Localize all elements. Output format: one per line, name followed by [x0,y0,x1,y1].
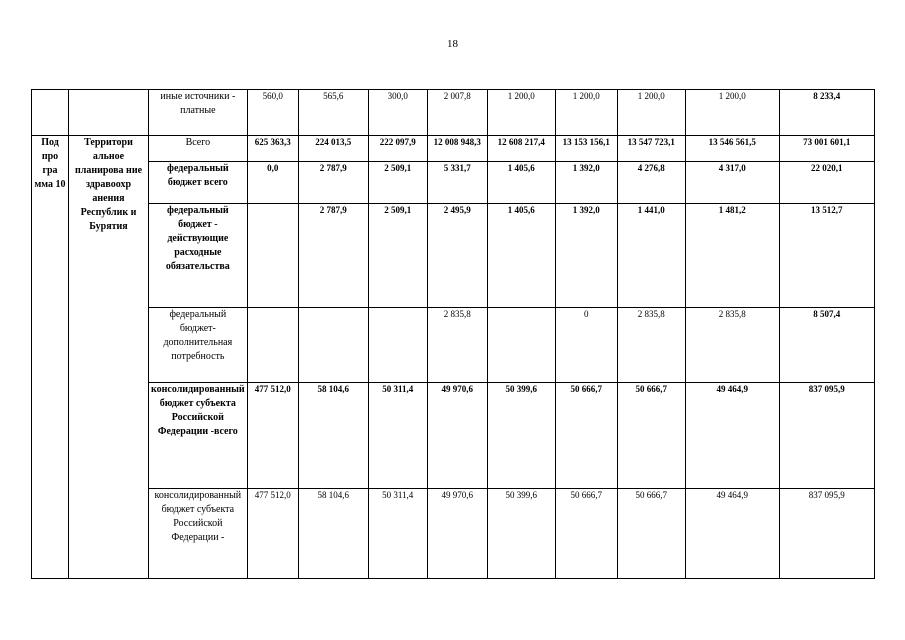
funding-source-cell: федеральный бюджет-дополнительная потребность [149,308,248,383]
federal-budget-current-obligations-row [32,204,875,308]
subprogram-number-cell: Под про гра мма 10 [32,136,69,579]
year-value-cell: 477 512,0 [247,489,298,579]
year-value-cell: 1 392,0 [555,204,617,308]
total-value-cell: 837 095,9 [779,489,874,579]
year-value-cell [487,308,555,383]
total-row [32,136,875,162]
year-value-cell: 2 509,1 [368,204,427,308]
year-value-cell: 49 970,6 [427,489,487,579]
year-value-cell: 1 405,6 [487,162,555,204]
total-value-cell: 837 095,9 [779,383,874,489]
year-value-cell: 1 481,2 [685,204,779,308]
year-value-cell: 1 200,0 [685,90,779,136]
total-value-cell: 8 507,4 [779,308,874,383]
funding-source-cell: консолидированный бюджет субъекта Российской Федерации -всего [149,383,248,489]
funding-source-cell: федеральный бюджет всего [149,162,248,204]
year-value-cell: 50 311,4 [368,489,427,579]
page-number: 18 [447,38,458,50]
year-value-cell: 477 512,0 [247,383,298,489]
year-value-cell [247,308,298,383]
year-value-cell: 2 835,8 [617,308,685,383]
budget-table-body [32,90,875,579]
program-cell [32,90,69,136]
year-value-cell: 58 104,6 [298,489,368,579]
funding-source-cell: консолидированный бюджет субъекта Российской Федерации - [149,489,248,579]
subprogram-name-cell: Территори альное планирова ние здравоохр анения Республик и Бурятия [69,136,149,579]
year-value-cell: 13 546 561,5 [685,136,779,162]
year-value-cell: 50 311,4 [368,383,427,489]
year-value-cell [368,308,427,383]
year-value-cell: 2 787,9 [298,204,368,308]
year-value-cell: 50 666,7 [555,489,617,579]
year-value-cell: 4 317,0 [685,162,779,204]
year-value-cell: 1 392,0 [555,162,617,204]
year-value-cell: 13 153 156,1 [555,136,617,162]
year-value-cell: 49 464,9 [685,383,779,489]
year-value-cell: 50 666,7 [617,383,685,489]
year-value-cell: 4 276,8 [617,162,685,204]
funding-source-cell: Всего [149,136,248,162]
year-value-cell: 0,0 [247,162,298,204]
program-name-cell [69,90,149,136]
year-value-cell: 49 464,9 [685,489,779,579]
year-value-cell: 50 666,7 [617,489,685,579]
total-value-cell: 13 512,7 [779,204,874,308]
year-value-cell: 50 666,7 [555,383,617,489]
year-value-cell [247,204,298,308]
year-value-cell: 1 200,0 [555,90,617,136]
year-value-cell: 2 509,1 [368,162,427,204]
year-value-cell: 625 363,3 [247,136,298,162]
year-value-cell: 49 970,6 [427,383,487,489]
total-value-cell: 73 001 601,1 [779,136,874,162]
funding-source-cell: иные источники - платные [149,90,248,136]
year-value-cell: 1 441,0 [617,204,685,308]
year-value-cell: 2 835,8 [685,308,779,383]
year-value-cell: 224 013,5 [298,136,368,162]
year-value-cell: 13 547 723,1 [617,136,685,162]
year-value-cell: 12 008 948,3 [427,136,487,162]
year-value-cell: 0 [555,308,617,383]
year-value-cell: 2 495,9 [427,204,487,308]
year-value-cell: 565,6 [298,90,368,136]
year-value-cell: 300,0 [368,90,427,136]
year-value-cell: 1 200,0 [617,90,685,136]
total-value-cell: 22 020,1 [779,162,874,204]
consolidated-budget-total-row [32,383,875,489]
year-value-cell: 12 608 217,4 [487,136,555,162]
year-value-cell: 222 097,9 [368,136,427,162]
year-value-cell: 50 399,6 [487,489,555,579]
year-value-cell: 50 399,6 [487,383,555,489]
other-sources-paid-row [32,90,875,136]
year-value-cell: 1 200,0 [487,90,555,136]
year-value-cell: 560,0 [247,90,298,136]
total-value-cell: 8 233,4 [779,90,874,136]
year-value-cell: 2 787,9 [298,162,368,204]
year-value-cell: 2 007,8 [427,90,487,136]
funding-source-cell: федеральный бюджет - действующие расходные обязательства [149,204,248,308]
year-value-cell: 5 331,7 [427,162,487,204]
year-value-cell: 58 104,6 [298,383,368,489]
year-value-cell: 2 835,8 [427,308,487,383]
budget-table [31,89,875,579]
federal-budget-total-row [32,162,875,204]
year-value-cell [298,308,368,383]
consolidated-budget-row [32,489,875,579]
year-value-cell: 1 405,6 [487,204,555,308]
federal-budget-additional-need-row [32,308,875,383]
